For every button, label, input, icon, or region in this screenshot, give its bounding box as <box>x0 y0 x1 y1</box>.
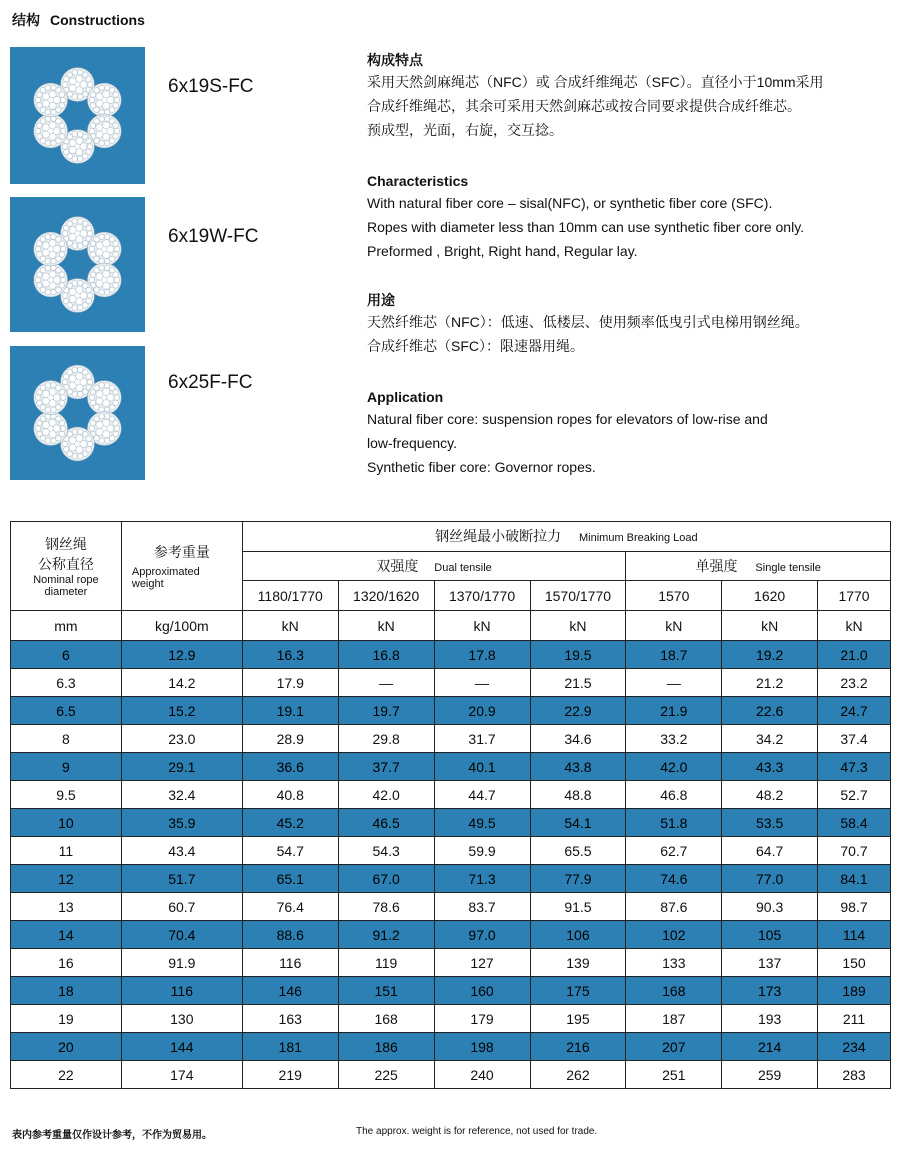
table-cell: 186 <box>338 1033 434 1061</box>
table-cell: 21.5 <box>530 669 626 697</box>
table-cell: 45.2 <box>242 809 338 837</box>
table-cell: 54.3 <box>338 837 434 865</box>
table-row <box>11 753 891 781</box>
table-cell: 105 <box>722 921 818 949</box>
table-cell: 251 <box>626 1061 722 1089</box>
breaking-load-table <box>10 521 891 1089</box>
table-cell: 51.7 <box>121 865 242 893</box>
header-grade: 1570 <box>626 581 722 611</box>
table-cell: 37.7 <box>338 753 434 781</box>
header-dual-en: Dual tensile <box>434 561 492 574</box>
table-row <box>11 893 891 921</box>
header-nominal-diameter <box>11 522 122 611</box>
table-cell: 12.9 <box>121 641 242 669</box>
table-cell: 31.7 <box>434 725 530 753</box>
table-cell: 65.5 <box>530 837 626 865</box>
rope-image-6x19w <box>10 197 145 332</box>
table-cell: 6.5 <box>11 697 122 725</box>
table-cell: 6 <box>11 641 122 669</box>
header-grade: 1180/1770 <box>242 581 338 611</box>
header-mbl <box>242 522 890 552</box>
table-cell: 52.7 <box>818 781 891 809</box>
table-cell: 198 <box>434 1033 530 1061</box>
table-cell: 46.8 <box>626 781 722 809</box>
table-cell: 48.2 <box>722 781 818 809</box>
table-cell: 146 <box>242 977 338 1005</box>
header-cn: 结构 <box>12 12 40 28</box>
table-cell: 179 <box>434 1005 530 1033</box>
table-cell: 62.7 <box>626 837 722 865</box>
features-cn-line: 合成纤维绳芯，其余可采用天然剑麻芯或按合同要求提供合成纤维芯。 <box>367 98 801 114</box>
rope-name-6x19s: 6x19S-FC <box>168 76 254 97</box>
table-cell: 137 <box>722 949 818 977</box>
rope-image-6x19s <box>10 47 145 184</box>
usage-cn-title: 用途 <box>367 292 395 308</box>
table-cell: 6.3 <box>11 669 122 697</box>
header-grade: 1570/1770 <box>530 581 626 611</box>
table-cell: 10 <box>11 809 122 837</box>
header-nominal-cn-b: 公称直径 <box>37 556 94 572</box>
table-cell: 195 <box>530 1005 626 1033</box>
table-cell: 18.7 <box>626 641 722 669</box>
header-dual-cn: 双强度 <box>376 557 419 574</box>
header-weight-en: Approximated weight <box>131 566 200 590</box>
table-cell: 17.9 <box>242 669 338 697</box>
table-cell: 19.1 <box>242 697 338 725</box>
features-cn-title: 构成特点 <box>367 52 423 68</box>
table-cell: 173 <box>722 977 818 1005</box>
table-cell: 22 <box>11 1061 122 1089</box>
usage-cn-line: 天然纤维芯（NFC）：低速、低楼层、使用频率低曳引式电梯用钢丝绳。 <box>367 314 809 330</box>
header-unit: kN <box>338 611 434 641</box>
table-cell: 43.3 <box>722 753 818 781</box>
table-cell: 18 <box>11 977 122 1005</box>
table-cell: 19 <box>11 1005 122 1033</box>
table-cell: 13 <box>11 893 122 921</box>
table-cell: 34.2 <box>722 725 818 753</box>
table-cell: 21.9 <box>626 697 722 725</box>
header-unit: kN <box>818 611 891 641</box>
table-cell: 262 <box>530 1061 626 1089</box>
header-unit: mm <box>11 611 122 641</box>
rope-name-6x25f: 6x25F-FC <box>168 372 253 393</box>
table-cell: 43.8 <box>530 753 626 781</box>
table-row <box>11 865 891 893</box>
header-mbl-en: Minimum Breaking Load <box>579 532 698 545</box>
table-cell: 40.8 <box>242 781 338 809</box>
table-cell: 127 <box>434 949 530 977</box>
table-cell: 20.9 <box>434 697 530 725</box>
table-cell: 34.6 <box>530 725 626 753</box>
application-title: Application <box>367 389 444 405</box>
table-cell: 88.6 <box>242 921 338 949</box>
table-cell: 65.1 <box>242 865 338 893</box>
table-cell: 58.4 <box>818 809 891 837</box>
table-cell: 59.9 <box>434 837 530 865</box>
table-cell: 193 <box>722 1005 818 1033</box>
header-unit: kN <box>530 611 626 641</box>
table-cell: 207 <box>626 1033 722 1061</box>
header-single-cn: 单强度 <box>695 557 738 574</box>
table-cell: 116 <box>242 949 338 977</box>
table-row <box>11 697 891 725</box>
header-grade: 1620 <box>722 581 818 611</box>
table-cell: 189 <box>818 977 891 1005</box>
table-cell: 211 <box>818 1005 891 1033</box>
table-cell: 151 <box>338 977 434 1005</box>
table-cell: 163 <box>242 1005 338 1033</box>
table-cell: 20 <box>11 1033 122 1061</box>
application-line: low-frequency. <box>367 435 458 451</box>
table-cell: 51.8 <box>626 809 722 837</box>
table-cell: 181 <box>242 1033 338 1061</box>
table-cell: 150 <box>818 949 891 977</box>
table-cell: 48.8 <box>530 781 626 809</box>
table-row <box>11 1033 891 1061</box>
header-grade: 1370/1770 <box>434 581 530 611</box>
table-cell: 54.7 <box>242 837 338 865</box>
table-cell: 29.1 <box>121 753 242 781</box>
header-weight-cn: 参考重量 <box>153 544 210 560</box>
table-cell: 98.7 <box>818 893 891 921</box>
header-unit: kN <box>626 611 722 641</box>
table-cell: 70.4 <box>121 921 242 949</box>
table-cell: 43.4 <box>121 837 242 865</box>
table-row <box>11 669 891 697</box>
table-cell: 16 <box>11 949 122 977</box>
table-cell: 64.7 <box>722 837 818 865</box>
rope-image-6x25f <box>10 346 145 480</box>
table-cell: 168 <box>338 1005 434 1033</box>
table-row <box>11 921 891 949</box>
table-cell: 76.4 <box>242 893 338 921</box>
table-cell: 12 <box>11 865 122 893</box>
table-cell: 23.0 <box>121 725 242 753</box>
table-cell: 139 <box>530 949 626 977</box>
usage-cn-line: 合成纤维芯（SFC）：限速器用绳。 <box>367 338 584 354</box>
table-cell: 219 <box>242 1061 338 1089</box>
table-cell: 91.2 <box>338 921 434 949</box>
table-cell: 130 <box>121 1005 242 1033</box>
table-cell: 46.5 <box>338 809 434 837</box>
table-cell: 15.2 <box>121 697 242 725</box>
table-cell: 14 <box>11 921 122 949</box>
table-cell: 174 <box>121 1061 242 1089</box>
table-cell: 144 <box>121 1033 242 1061</box>
table-cell: 23.2 <box>818 669 891 697</box>
characteristics-title: Characteristics <box>367 173 469 189</box>
table-cell: 160 <box>434 977 530 1005</box>
rope-name-6x19w: 6x19W-FC <box>168 226 259 247</box>
table-cell: 60.7 <box>121 893 242 921</box>
table-cell: 14.2 <box>121 669 242 697</box>
header-unit: kN <box>722 611 818 641</box>
unit-row <box>11 611 891 641</box>
table-cell: 22.9 <box>530 697 626 725</box>
footnote-en: The approx. weight is for reference, not used for trade. <box>356 1126 598 1137</box>
table-cell: 70.7 <box>818 837 891 865</box>
table-cell: 49.5 <box>434 809 530 837</box>
table-cell: 240 <box>434 1061 530 1089</box>
table-cell: 91.5 <box>530 893 626 921</box>
table-cell: 90.3 <box>722 893 818 921</box>
table-cell: 21.0 <box>818 641 891 669</box>
table-cell: 168 <box>626 977 722 1005</box>
table-cell: 114 <box>818 921 891 949</box>
table-cell: 187 <box>626 1005 722 1033</box>
table-cell: 37.4 <box>818 725 891 753</box>
table-row <box>11 809 891 837</box>
table-cell: 42.0 <box>626 753 722 781</box>
rope-cross-section-6x25f-icon <box>10 346 145 480</box>
header-nominal-cn-a: 钢丝绳 <box>44 536 87 552</box>
footnote-cn: 表内参考重量仅作设计参考，不作为贸易用。 <box>12 1130 212 1141</box>
table-cell: 19.5 <box>530 641 626 669</box>
table-cell: 47.3 <box>818 753 891 781</box>
table-cell: 35.9 <box>121 809 242 837</box>
table-cell: 84.1 <box>818 865 891 893</box>
table-cell: 234 <box>818 1033 891 1061</box>
table-cell: 214 <box>722 1033 818 1061</box>
header-unit: kN <box>242 611 338 641</box>
table-cell: — <box>338 669 434 697</box>
features-cn-line: 采用天然剑麻绳芯（NFC）或 合成纤维绳芯（SFC）。直径小于10mm采用 <box>367 74 824 90</box>
table-cell: 78.6 <box>338 893 434 921</box>
table-cell: 42.0 <box>338 781 434 809</box>
table-cell: 29.8 <box>338 725 434 753</box>
header-weight <box>121 522 242 611</box>
table-row <box>11 641 891 669</box>
table-cell: — <box>626 669 722 697</box>
table-row <box>11 725 891 753</box>
table-cell: 87.6 <box>626 893 722 921</box>
table-cell: 119 <box>338 949 434 977</box>
header-grade: 1770 <box>818 581 891 611</box>
table-row <box>11 837 891 865</box>
table-cell: 259 <box>722 1061 818 1089</box>
table-cell: 283 <box>818 1061 891 1089</box>
characteristics-line: Ropes with diameter less than 10mm can use synthetic fiber core only. <box>367 219 805 235</box>
table-cell: 83.7 <box>434 893 530 921</box>
rope-cross-section-6x19w-icon <box>10 197 145 332</box>
table-cell: 53.5 <box>722 809 818 837</box>
table-cell: 71.3 <box>434 865 530 893</box>
table-row <box>11 1061 891 1089</box>
table-cell: 116 <box>121 977 242 1005</box>
header-unit: kg/100m <box>121 611 242 641</box>
table-cell: 17.8 <box>434 641 530 669</box>
table-cell: 33.2 <box>626 725 722 753</box>
table-cell: 22.6 <box>722 697 818 725</box>
application <box>367 387 887 479</box>
application-line: Synthetic fiber core: Governor ropes. <box>367 459 596 475</box>
table-cell: 77.9 <box>530 865 626 893</box>
table-cell: 216 <box>530 1033 626 1061</box>
section-header <box>12 10 145 30</box>
rope-cross-section-6x19s-icon <box>10 47 145 184</box>
table-cell: 11 <box>11 837 122 865</box>
header-nominal-en: Nominal rope diameter <box>33 574 99 598</box>
table-cell: 21.2 <box>722 669 818 697</box>
header-single-en: Single tensile <box>755 561 821 574</box>
table-row <box>11 1005 891 1033</box>
table-cell: 40.1 <box>434 753 530 781</box>
table-row <box>11 781 891 809</box>
table-cell: 97.0 <box>434 921 530 949</box>
table-cell: 36.6 <box>242 753 338 781</box>
table-cell: 19.7 <box>338 697 434 725</box>
table-cell: 91.9 <box>121 949 242 977</box>
characteristics-line: Preformed , Bright, Right hand, Regular lay. <box>367 243 638 259</box>
characteristics-line: With natural fiber core – sisal(NFC), or synthetic fiber core (SFC). <box>367 195 773 211</box>
features-cn <box>367 50 887 142</box>
table-cell: 54.1 <box>530 809 626 837</box>
table-row <box>11 977 891 1005</box>
header-single-tensile <box>626 551 891 581</box>
features-cn-line: 预成型，光面，右旋，交互捻。 <box>367 122 563 138</box>
table-cell: 8 <box>11 725 122 753</box>
header-en: Constructions <box>50 12 145 28</box>
table-cell: 44.7 <box>434 781 530 809</box>
table-cell: 9 <box>11 753 122 781</box>
table-cell: 67.0 <box>338 865 434 893</box>
table-cell: 16.3 <box>242 641 338 669</box>
table-cell: 175 <box>530 977 626 1005</box>
header-mbl-cn: 钢丝绳最小破断拉力 <box>435 528 562 545</box>
table-cell: 225 <box>338 1061 434 1089</box>
table-row <box>11 949 891 977</box>
usage-cn <box>367 290 887 358</box>
table-cell: 16.8 <box>338 641 434 669</box>
table-cell: 9.5 <box>11 781 122 809</box>
header-grade: 1320/1620 <box>338 581 434 611</box>
table-cell: 74.6 <box>626 865 722 893</box>
table-cell: 77.0 <box>722 865 818 893</box>
table-cell: 133 <box>626 949 722 977</box>
table-cell: 28.9 <box>242 725 338 753</box>
application-line: Natural fiber core: suspension ropes for elevators of low-rise and <box>367 411 768 427</box>
table-cell: 24.7 <box>818 697 891 725</box>
table-cell: — <box>434 669 530 697</box>
header-unit: kN <box>434 611 530 641</box>
characteristics <box>367 171 887 263</box>
table-cell: 106 <box>530 921 626 949</box>
table-cell: 19.2 <box>722 641 818 669</box>
header-dual-tensile <box>242 551 626 581</box>
table-cell: 32.4 <box>121 781 242 809</box>
table-cell: 102 <box>626 921 722 949</box>
